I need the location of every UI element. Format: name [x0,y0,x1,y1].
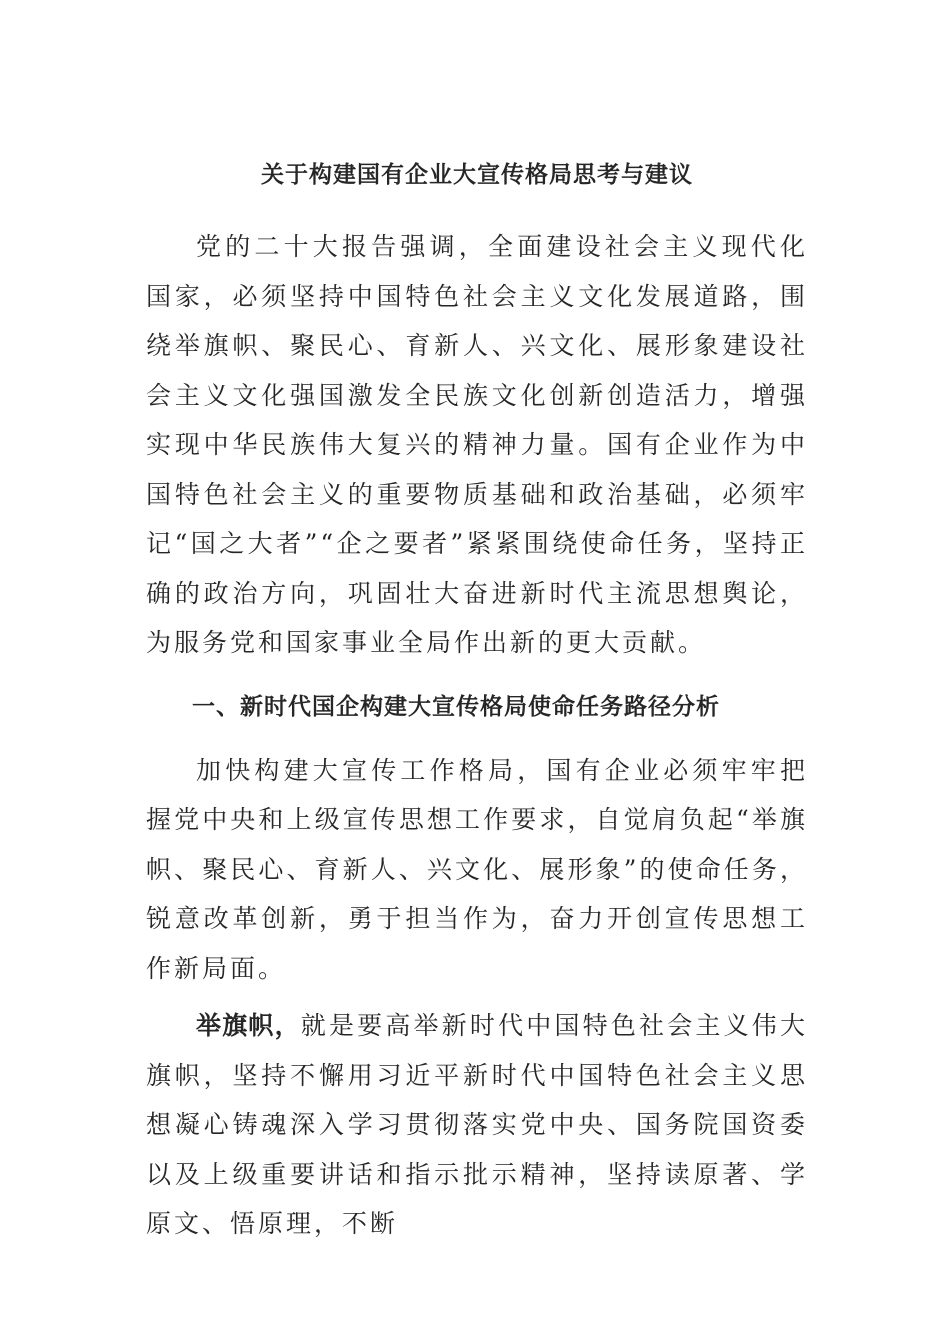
intro-paragraph: 党的二十大报告强调，全面建设社会主义现代化国家，必须坚持中国特色社会主义文化发展道路，围绕举旗帜、聚民心、育新人、兴文化、展形象建设社会主义文化强国激发全民族文化创新创造活力，增强实现中华民族伟大复兴的精神力量。国有企业作为中国特色社会主义的重要物质基础和政治基础，必须牢记“国之大者”“企之要者”紧紧围绕使命任务，坚持正确的政治方向，巩固壮大奋进新时代主流思想舆论，为服务党和国家事业全局作出新的更大贡献。 [146,232,808,657]
paragraph-lead-term: 举旗帜， [196,1011,301,1040]
section-heading: 一、新时代国企构建大宣传格局使命任务路径分析 [192,693,720,720]
section-paragraph: 加快构建大宣传工作格局，国有企业必须牢牢把握党中央和上级宣传思想工作要求，自觉肩负起“举旗帜、聚民心、育新人、兴文化、展形象”的使命任务，锐意改革创新，勇于担当作为，奋力开创宣传思想工作新局面。 [146,755,808,983]
document-page [146,150,808,1249]
paragraph-body-text: 就是要高举新时代中国特色社会主义伟大旗帜，坚持不懈用习近平新时代中国特色社会主义思想凝心铸魂深入学习贯彻落实党中央、国务院国资委以及上级重要讲话和指示批示精神，坚持读原著、学原文、悟原理，不断 [146,1011,808,1238]
document-title: 关于构建国有企业大宣传格局思考与建议 [261,162,693,188]
section-paragraph-flag [146,1001,808,1249]
